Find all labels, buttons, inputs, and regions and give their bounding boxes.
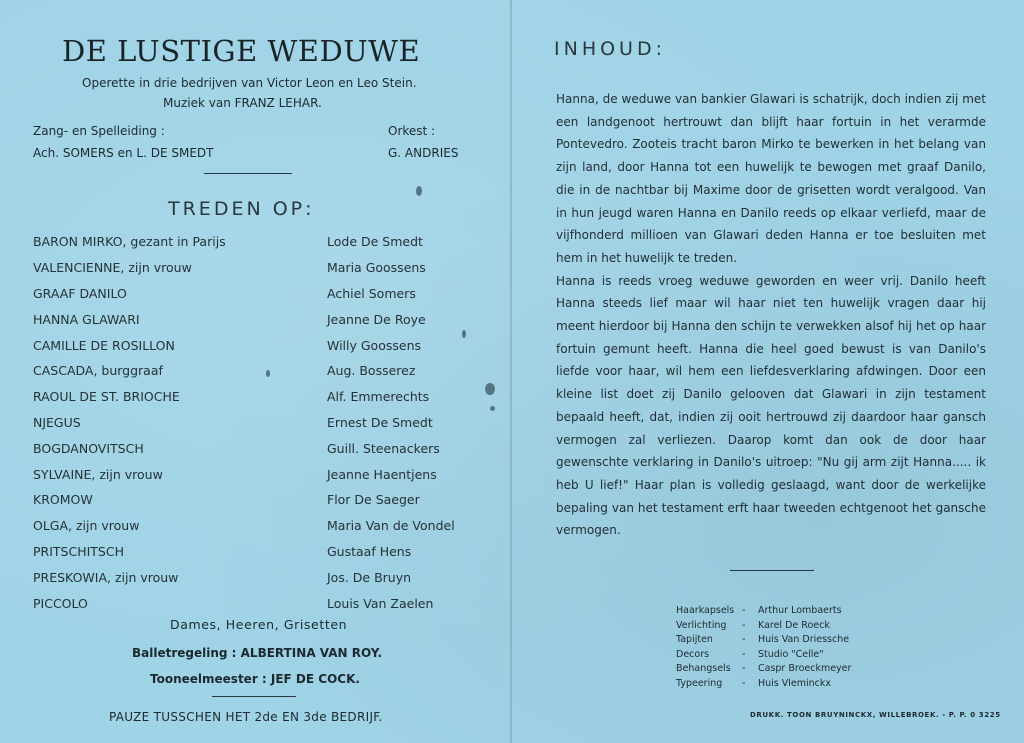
cast-role: HANNA GLAWARI [33, 311, 140, 327]
synopsis-heading: INHOUD: [554, 38, 666, 60]
credit-row [676, 633, 851, 648]
credit-row [676, 662, 851, 677]
orchestra-name: G. ANDRIES [388, 146, 459, 160]
credit-row [676, 677, 851, 692]
cast-role: RAOUL DE ST. BRIOCHE [33, 389, 180, 405]
cast-actor: Gustaaf Hens [327, 543, 412, 559]
divider [204, 173, 292, 174]
cast-row [33, 590, 503, 616]
cast-actor: Louis Van Zaelen [327, 595, 434, 611]
credit-field: Verlichting [676, 619, 727, 631]
stage-manager-credit: Tooneelmeester : JEF DE COCK. [150, 672, 360, 686]
credit-field: Haarkapsels [676, 605, 735, 616]
extras-line: Dames, Heeren, Grisetten [170, 617, 348, 632]
credit-dash: - [742, 663, 746, 675]
cast-role: PRITSCHITSCH [33, 543, 124, 559]
credit-name: Huis Van Driessche [758, 634, 850, 646]
cast-row [33, 306, 503, 332]
cast-row [33, 229, 503, 255]
cast-role: VALENCIENNE, zijn vrouw [33, 260, 192, 276]
cast-actor: Maria Van de Vondel [327, 518, 455, 534]
cast-heading: TREDEN OP: [168, 198, 315, 220]
cast-role: KROMOW [33, 492, 93, 508]
cast-actor: Lode De Smedt [327, 234, 423, 250]
subtitle: Operette in drie bedrijven van Victor Leon en Leo Stein. [82, 76, 417, 90]
credit-dash: - [742, 677, 746, 689]
cast-actor: Alf. Emmerechts [327, 389, 430, 405]
credit-dash: - [742, 634, 746, 646]
synopsis-text [556, 88, 986, 542]
divider [730, 570, 814, 571]
cast-row [33, 358, 503, 384]
cast-role: SYLVAINE, zijn vrouw [33, 466, 163, 482]
credit-name: Karel De Roeck [758, 619, 830, 631]
cast-actor: Willy Goossens [327, 337, 422, 353]
ink-stain [416, 186, 422, 196]
cast-row [33, 281, 503, 307]
credit-dash: - [742, 619, 746, 631]
printer-imprint: DRUKK. TOON BRUYNINCKX, WILLEBROEK. - P. P. 0 3225 [750, 711, 1001, 719]
synopsis-paragraph: Hanna, de weduwe van bankier Glawari is schatrijk, doch indien zij met een landgenoot hertrouwt dan blijft haar fortuin in het verarmde Pontevedro. Zooteis tracht baron Mirko te bewerken in het belang van zijn land, door Hanna tot een huwelijk te bewogen met graaf Danilo, die in de nachtbar bij Maxime door de grisetten wordt veralgood. Van in hun jeugd waren Hanna en Danilo reeds op elkaar verliefd, maar de vijfhonderd millioen van Glawari deden Hanna er toe besluiten met hem in het huwelijk te treden. [556, 92, 986, 265]
cast-actor: Flor De Saeger [327, 492, 420, 508]
credit-field: Behangsels [676, 663, 731, 675]
credit-row [676, 648, 851, 663]
cast-role: GRAAF DANILO [33, 285, 127, 301]
cast-role: BOGDANOVITSCH [33, 440, 144, 456]
credit-dash: - [742, 648, 746, 660]
cast-actor: Achiel Somers [327, 285, 416, 301]
credit-name: Caspr Broeckmeyer [758, 663, 852, 675]
cast-role: OLGA, zijn vrouw [33, 518, 140, 534]
cast-row [33, 461, 503, 487]
cast-role: PICCOLO [33, 595, 88, 611]
credit-field: Decors [676, 648, 710, 660]
divider [212, 696, 296, 697]
production-credits [676, 604, 851, 692]
credit-name: Studio "Celle" [758, 648, 824, 660]
credit-row [676, 604, 851, 619]
page-fold [510, 0, 512, 743]
credit-dash: - [742, 605, 746, 616]
ballet-credit: Balletregeling : ALBERTINA VAN ROY. [132, 646, 383, 660]
cast-row [33, 410, 503, 436]
cast-actor: Guill. Steenackers [327, 440, 440, 456]
credit-field: Tapijten [676, 634, 713, 646]
direction-label: Zang- en Spelleiding : [33, 124, 165, 138]
cast-row [33, 513, 503, 539]
orchestra-label: Orkest : [388, 124, 436, 138]
cast-role: BARON MIRKO, gezant in Parijs [33, 234, 226, 250]
cast-row [33, 255, 503, 281]
cast-role: CASCADA, burggraaf [33, 363, 163, 379]
synopsis-paragraph: Hanna is reeds vroeg weduwe geworden en weer vrij. Danilo heeft Hanna steeds lief maar wil haar niet ten huwelijk vragen daar hij meent hierdoor bij Hanna den schijn te verwekken alsof hij het op haar fortuin gemunt heeft. Hanna die heel goed bewust is van Danilo's liefde voor haar, wil hem een liefdesverklaring afdwingen. Door een kleine list doet zij Danilo gelooven dat Glawari in zijn testament bepaald heeft, dat, indien zij ooit hertrouwd zij daardoor haar gansch vermogen zal verliezen. Daarop komt dan ook de door haar gewenschte verklaring in Danilo's uitroep: "Nu gij arm zijt Hanna..... ik heb U lief!" Haar plan is volledig geslaagd, want door de werkelijke bepaling van het testament erft haar tweeden echtgenoot het gansche vermogen. [556, 273, 986, 538]
direction-names: Ach. SOMERS en L. DE SMEDT [33, 146, 214, 160]
page-title: DE LUSTIGE WEDUWE [62, 34, 421, 68]
cast-role: PRESKOWIA, zijn vrouw [33, 569, 179, 585]
cast-actor: Aug. Bosserez [327, 363, 416, 379]
credit-row [676, 619, 851, 634]
cast-row [33, 435, 503, 461]
cast-list [33, 229, 503, 616]
cast-row [33, 539, 503, 565]
cast-role: CAMILLE DE ROSILLON [33, 337, 175, 353]
cast-actor: Maria Goossens [327, 260, 426, 276]
pause-notice: PAUZE TUSSCHEN HET 2de EN 3de BEDRIJF. [109, 710, 383, 724]
cast-actor: Jeanne Haentjens [327, 466, 437, 482]
cast-row [33, 487, 503, 513]
cast-actor: Ernest De Smedt [327, 414, 433, 430]
credit-name: Arthur Lombaerts [758, 605, 842, 616]
cast-actor: Jos. De Bruyn [327, 569, 412, 585]
cast-row [33, 384, 503, 410]
cast-role: NJEGUS [33, 414, 81, 430]
credit-name: Huis Vleminckx [758, 677, 832, 689]
cast-row [33, 332, 503, 358]
credit-field: Typeering [676, 677, 723, 689]
cast-row [33, 564, 503, 590]
music-credit: Muziek van FRANZ LEHAR. [163, 96, 322, 110]
cast-actor: Jeanne De Roye [327, 311, 426, 327]
